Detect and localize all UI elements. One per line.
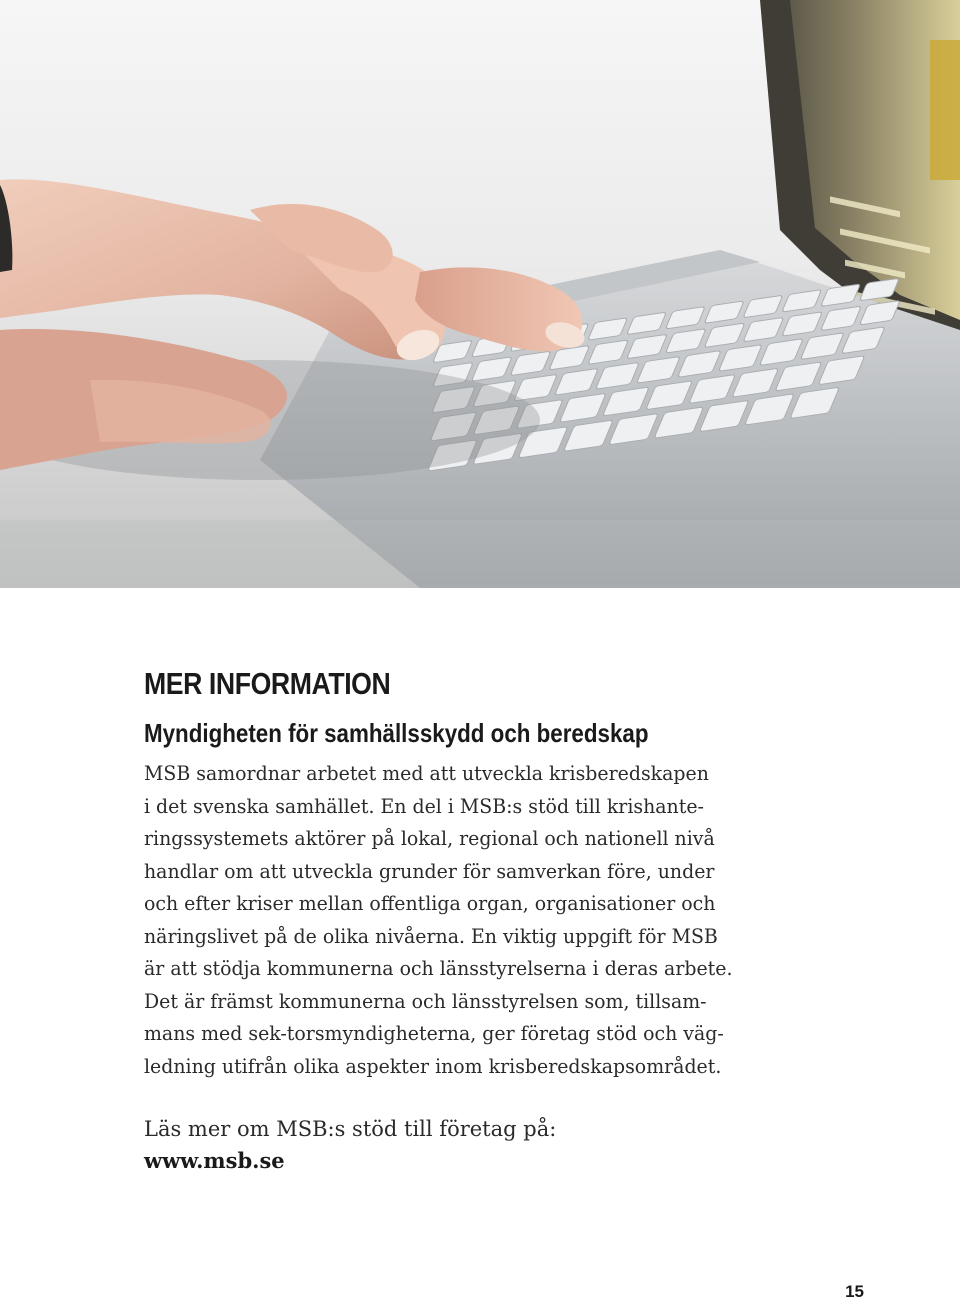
msb-website-link[interactable]: www.msb.se xyxy=(144,1148,285,1173)
page-number: 15 xyxy=(845,1282,864,1301)
body-line: och efter kriser mellan offentliga organ, organisationer och xyxy=(144,892,716,915)
section-heading: MER INFORMATION xyxy=(144,666,391,701)
body-paragraph xyxy=(144,758,864,1083)
body-line: ledning utifrån olika aspekter inom krisberedskapsområdet. xyxy=(144,1054,722,1078)
hero-photo xyxy=(0,0,960,588)
body-line: MSB samordnar arbetet med att utveckla krisberedskapen xyxy=(144,762,709,785)
body-line: näringslivet på de olika nivåerna. En viktig uppgift för MSB xyxy=(144,924,718,948)
laptop-typing-illustration xyxy=(0,0,960,588)
body-line: ringssystemets aktörer på lokal, regional och nationell nivå xyxy=(144,827,715,850)
body-line: mans med sek-torsmyndigheterna, ger företag stöd och väg- xyxy=(144,1022,724,1045)
read-more-text: Läs mer om MSB:s stöd till företag på: xyxy=(144,1117,557,1141)
body-line: Det är främst kommunerna och länsstyrelsen som, tillsam- xyxy=(144,989,707,1013)
body-line: i det svenska samhället. En del i MSB:s stöd till krishante- xyxy=(144,794,704,818)
organization-name: Myndigheten för samhällsskydd och beredskap xyxy=(144,718,649,748)
body-line: är att stödja kommunerna och länsstyrelserna i deras arbete. xyxy=(144,957,733,980)
body-line: handlar om att utveckla grunder för samverkan före, under xyxy=(144,859,715,883)
info-section xyxy=(144,664,864,1177)
